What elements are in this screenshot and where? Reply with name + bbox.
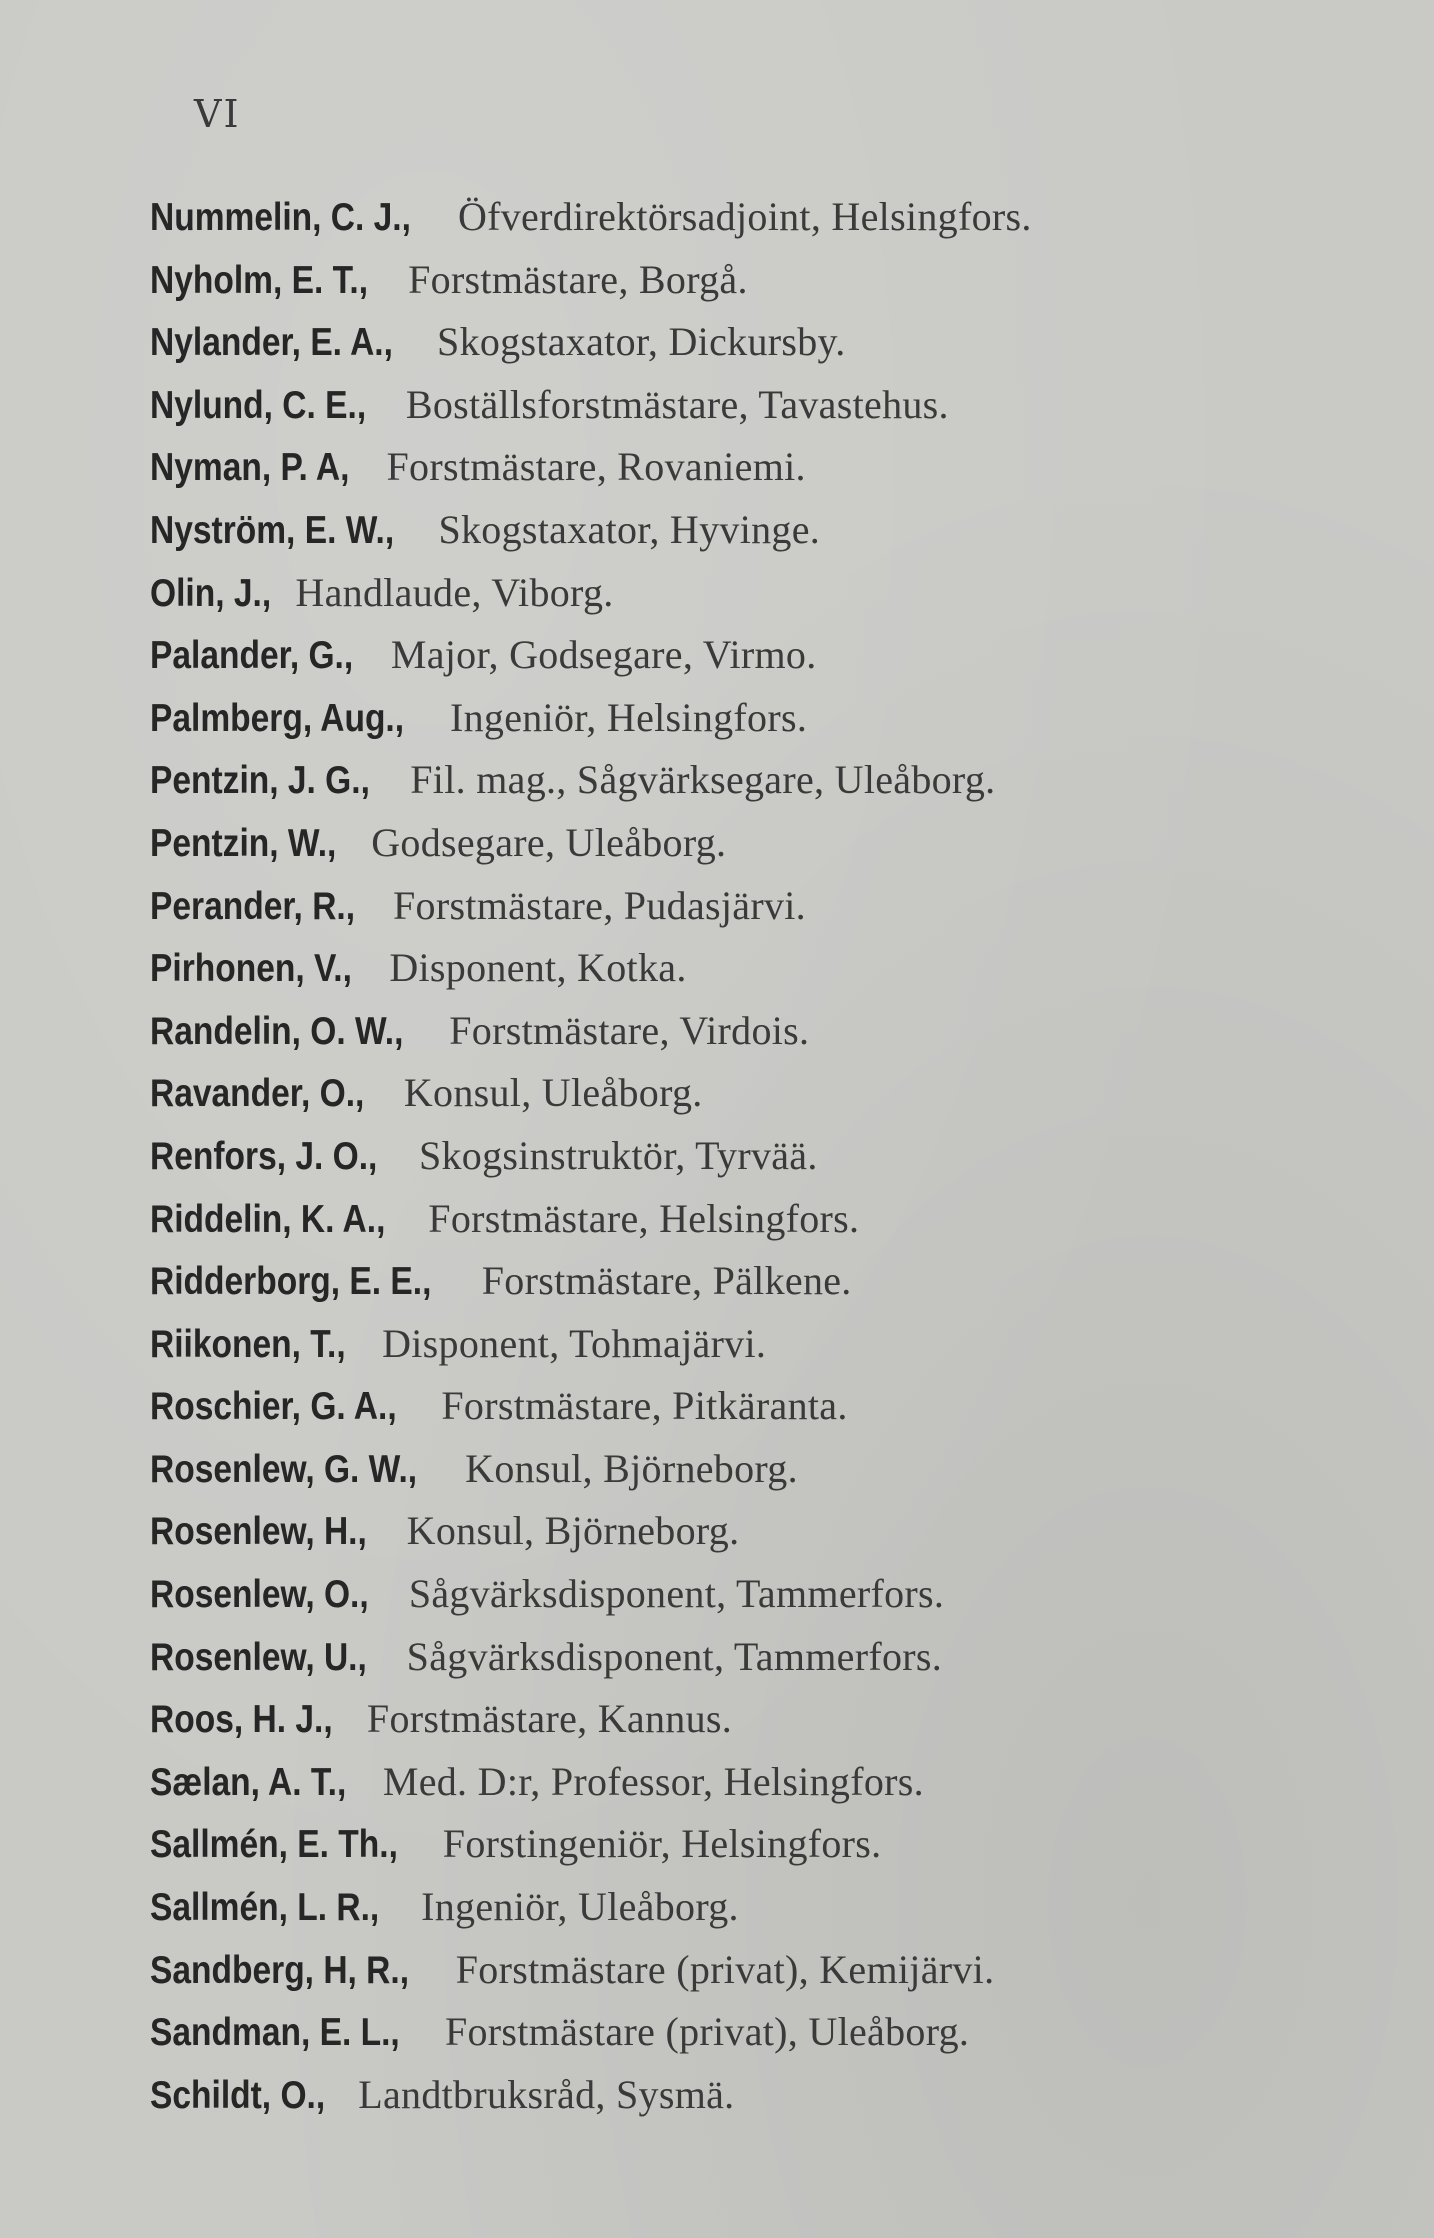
member-name: Schildt, O., — [150, 2073, 326, 2117]
list-item — [150, 1626, 1400, 1689]
member-name: Riddelin, K. A., — [150, 1197, 386, 1241]
member-description: Ingeniör, Uleåborg. — [421, 1884, 739, 1930]
member-name: Rosenlew, H., — [150, 1510, 367, 1554]
member-description: Ingeniör, Helsingfors. — [449, 694, 808, 740]
member-list — [150, 186, 1400, 2126]
member-name: Palmberg, Aug., — [150, 696, 405, 740]
member-name: Pentzin, J. G., — [150, 759, 370, 803]
member-name: Rosenlew, G. W., — [150, 1447, 418, 1491]
member-name: Rosenlew, U., — [150, 1635, 367, 1679]
list-item — [150, 186, 1400, 249]
member-description: Major, Godsegare, Virmo. — [390, 632, 817, 678]
list-item — [150, 812, 1400, 875]
member-name: Riikonen, T., — [150, 1322, 346, 1366]
list-item — [150, 1688, 1400, 1751]
member-name: Nylund, C. E., — [150, 383, 367, 427]
member-name: Roschier, G. A., — [150, 1385, 397, 1429]
list-item — [150, 374, 1400, 437]
list-item — [150, 624, 1400, 687]
list-item — [150, 1751, 1400, 1814]
member-description: Forstmästare, Borgå. — [408, 256, 748, 302]
member-description: Forstmästare (privat), Uleåborg. — [444, 2009, 970, 2055]
member-name: Palander, G., — [150, 634, 354, 678]
member-name: Sallmén, E. Th., — [150, 1823, 398, 1867]
member-name: Pirhonen, V., — [150, 947, 352, 991]
list-item — [150, 749, 1400, 812]
member-name: Ridderborg, E. E., — [150, 1260, 432, 1304]
list-item — [150, 1062, 1400, 1125]
list-item — [150, 436, 1400, 499]
member-name: Rosenlew, O., — [150, 1573, 369, 1617]
member-description: Med. D:r, Professor, Helsingfors. — [382, 1758, 924, 1804]
member-name: Sandberg, H, R., — [150, 1948, 410, 1992]
member-name: Nyström, E. W., — [150, 508, 395, 552]
member-description: Forstmästare, Pälkene. — [481, 1258, 852, 1304]
member-description: Skogstaxator, Dickursby. — [437, 319, 846, 365]
list-item — [150, 1563, 1400, 1626]
page-number: VI — [194, 92, 241, 136]
member-description: Forstmästare, Helsingfors. — [428, 1195, 860, 1241]
list-item — [150, 1000, 1400, 1063]
member-description: Forstingeniör, Helsingfors. — [442, 1821, 882, 1867]
member-description: Sågvärksdisponent, Tammerfors. — [408, 1571, 945, 1617]
member-name: Nylander, E. A., — [150, 321, 393, 365]
member-name: Nyholm, E. T., — [150, 258, 369, 302]
member-name: Perander, R., — [150, 884, 356, 928]
member-description: Disponent, Tohmajärvi. — [382, 1320, 767, 1366]
list-item — [150, 1813, 1400, 1876]
list-item — [150, 562, 1400, 625]
member-name: Sallmén, L. R., — [150, 1886, 380, 1930]
member-description: Konsul, Uleåborg. — [403, 1070, 703, 1116]
member-description: Skogstaxator, Hyvinge. — [438, 506, 821, 552]
list-item — [150, 875, 1400, 938]
member-description: Öfverdirektörsadjoint, Helsingfors. — [457, 194, 1032, 239]
list-item — [150, 687, 1400, 750]
list-item — [150, 311, 1400, 374]
member-description: Godsegare, Uleåborg. — [371, 819, 727, 865]
member-description: Forstmästare, Pitkäranta. — [441, 1383, 848, 1429]
list-item — [150, 1313, 1400, 1376]
member-name: Roos, H. J., — [150, 1698, 333, 1742]
list-item — [150, 1939, 1400, 2002]
member-description: Forstmästare (privat), Kemijärvi. — [455, 1946, 995, 1992]
member-name: Renfors, J. O., — [150, 1134, 378, 1178]
member-description: Fil. mag., Sågvärksegare, Uleåborg. — [410, 757, 996, 803]
member-description: Konsul, Björneborg. — [465, 1445, 798, 1491]
member-description: Disponent, Kotka. — [389, 945, 687, 991]
member-description: Forstmästare, Rovaniemi. — [386, 444, 806, 490]
list-item — [150, 1125, 1400, 1188]
member-name: Olin, J., — [150, 571, 272, 615]
list-item — [150, 1375, 1400, 1438]
member-name: Pentzin, W., — [150, 821, 337, 865]
member-name: Sælan, A. T., — [150, 1760, 347, 1804]
list-item — [150, 937, 1400, 1000]
list-item — [150, 2064, 1400, 2127]
list-item — [150, 2001, 1400, 2064]
member-description: Landtbruksråd, Sysmä. — [358, 2071, 735, 2117]
list-item — [150, 1438, 1400, 1501]
member-description: Konsul, Björneborg. — [406, 1508, 740, 1554]
member-description: Skogsinstruktör, Tyrvää. — [418, 1132, 818, 1178]
member-name: Ravander, O., — [150, 1072, 365, 1116]
member-description: Forstmästare, Pudasjärvi. — [392, 882, 806, 928]
member-description: Sågvärksdisponent, Tammerfors. — [406, 1633, 943, 1679]
member-name: Nyman, P. A, — [150, 446, 350, 490]
member-description: Forstmästare, Kannus. — [366, 1696, 733, 1742]
member-description: Handlaude, Viborg. — [295, 569, 614, 615]
member-name: Sandman, E. L., — [150, 2011, 400, 2055]
member-name: Nummelin, C. J., — [150, 196, 411, 239]
list-item — [150, 1250, 1400, 1313]
list-item — [150, 1188, 1400, 1251]
list-item — [150, 249, 1400, 312]
member-name: Randelin, O. W., — [150, 1009, 404, 1053]
member-description: Boställsforstmästare, Tavastehus. — [405, 381, 949, 427]
list-item — [150, 1876, 1400, 1939]
list-item — [150, 1500, 1400, 1563]
member-description: Forstmästare, Virdois. — [449, 1007, 810, 1053]
list-item — [150, 499, 1400, 562]
